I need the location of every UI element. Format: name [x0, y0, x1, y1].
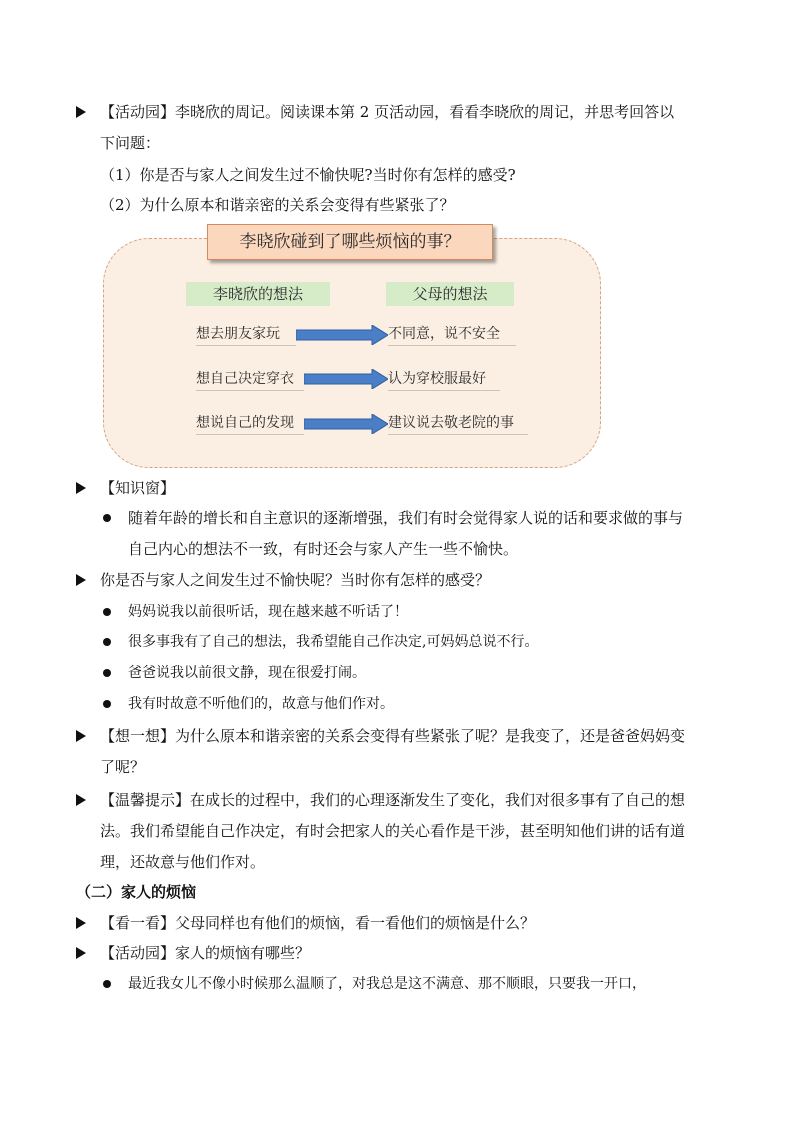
diagram-title: 李晓欣碰到了哪些烦恼的事？	[207, 224, 493, 260]
bullet-dot-icon	[103, 700, 111, 708]
bullet-dot-icon	[103, 514, 111, 522]
diagram-left-cell: 想说自己的发现	[196, 412, 304, 435]
diagram-left-header: 李晓欣的想法	[186, 282, 330, 306]
answer-item: 我有时故意不听他们的，故意与他们作对。	[128, 696, 394, 712]
tip-text-line: 理，还故意与他们作对。	[100, 853, 266, 871]
bullet-arrow-icon	[76, 794, 86, 806]
bullet-arrow-icon	[76, 917, 86, 929]
diagram-right-cell: 建议说去敬老院的事	[388, 412, 528, 435]
think-text-line: 【想一想】为什么原本和谐亲密的关系会变得有些紧张了呢？是我变了，还是爸爸妈妈变	[100, 727, 686, 745]
question-1: （1）你是否与家人之间发生过不愉快呢?当时你有怎样的感受?	[100, 166, 516, 184]
look-text: 【看一看】父母同样也有他们的烦恼，看一看他们的烦恼是什么？	[100, 914, 536, 932]
diagram-left-cell: 想自己决定穿衣	[196, 368, 304, 391]
bullet-dot-icon	[103, 980, 111, 988]
tip-text-line: 【温馨提示】在成长的过程中，我们的心理逐渐发生了变化，我们对很多事有了自己的想	[100, 791, 686, 809]
activity2-heading: 【活动园】家人的烦恼有哪些？	[100, 944, 311, 962]
answer-item: 妈妈说我以前很听话，现在越来越不听话了！	[128, 604, 408, 620]
bullet-dot-icon	[103, 638, 111, 646]
answer-item: 很多事我有了自己的想法，我希望能自己作决定,可妈妈总说不行。	[128, 634, 539, 650]
bullet-dot-icon	[103, 669, 111, 677]
activity2-bullet: 最近我女儿不像小时候那么温顺了，对我总是这不满意、那不顺眼，只要我一开口，	[128, 976, 646, 992]
bullet-arrow-icon	[76, 730, 86, 742]
right-arrow-icon	[296, 325, 388, 345]
bullet-arrow-icon	[76, 106, 86, 118]
diagram-left-cell: 想去朋友家玩	[196, 323, 296, 346]
bullet-arrow-icon	[76, 947, 86, 959]
knowledge-heading: 【知识窗】	[100, 479, 176, 497]
section-subtitle: （二）家人的烦恼	[76, 883, 197, 901]
answer-item: 爸爸说我以前很文静，现在很爱打闹。	[128, 665, 366, 681]
diagram-right-cell: 认为穿校服最好	[388, 368, 500, 391]
right-arrow-icon	[304, 369, 388, 389]
knowledge-text-line: 自己内心的想法不一致，有时还会与家人产生一些不愉快。	[128, 540, 519, 558]
bullet-dot-icon	[103, 608, 111, 616]
tip-text-line: 法。我们希望能自己作决定，有时会把家人的关心看作是干涉，甚至明知他们讲的话有道	[100, 822, 686, 840]
bullet-arrow-icon	[76, 482, 86, 494]
question-heading: 你是否与家人之间发生过不愉快呢？当时你有怎样的感受？	[100, 571, 491, 589]
think-text-line: 了呢？	[100, 758, 146, 776]
activity-paragraph-line: 下问题：	[100, 134, 161, 152]
bullet-arrow-icon	[76, 574, 86, 586]
question-2: （2）为什么原本和谐亲密的关系会变得有些紧张了？	[100, 196, 455, 214]
activity-paragraph-line: 【活动园】李晓欣的周记。阅读课本第 2 页活动园，看看李晓欣的周记，并思考回答以	[100, 103, 675, 121]
knowledge-text-line: 随着年龄的增长和自主意识的逐渐增强，我们有时会觉得家人说的话和要求做的事与	[128, 509, 684, 527]
right-arrow-icon	[304, 414, 388, 434]
diagram-right-cell: 不同意，说不安全	[388, 323, 516, 346]
diagram-right-header: 父母的想法	[386, 282, 514, 306]
